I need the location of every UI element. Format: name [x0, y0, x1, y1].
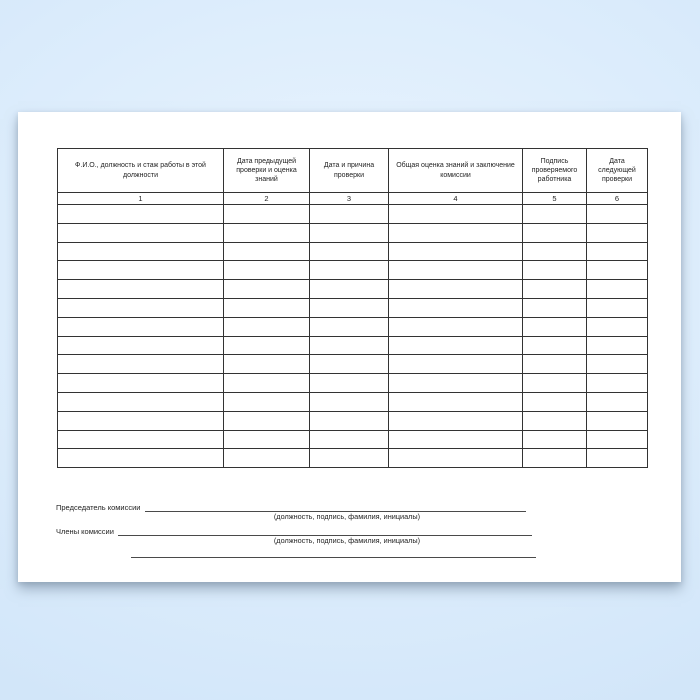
empty-cell	[224, 317, 310, 336]
empty-cell	[523, 336, 587, 355]
column-number: 4	[389, 193, 523, 205]
journal-table	[57, 148, 648, 468]
journal-table-header	[58, 149, 648, 205]
empty-cell	[523, 205, 587, 224]
empty-cell	[224, 298, 310, 317]
chairman-signature-row	[56, 501, 526, 512]
empty-cell	[310, 392, 389, 411]
empty-cell	[389, 261, 523, 280]
empty-table-row	[58, 205, 648, 224]
signature-hint: (должность, подпись, фамилия, инициалы)	[273, 512, 421, 521]
empty-cell	[310, 261, 389, 280]
empty-cell	[224, 280, 310, 299]
empty-table-row	[58, 355, 648, 374]
empty-cell	[389, 223, 523, 242]
journal-table-body	[58, 205, 648, 468]
empty-cell	[310, 317, 389, 336]
empty-cell	[310, 355, 389, 374]
empty-cell	[587, 392, 648, 411]
empty-cell	[58, 242, 224, 261]
empty-cell	[310, 336, 389, 355]
empty-cell	[587, 336, 648, 355]
empty-cell	[389, 336, 523, 355]
empty-cell	[58, 449, 224, 468]
empty-cell	[58, 355, 224, 374]
chairman-label: Председатель комиссии	[56, 503, 141, 512]
empty-cell	[310, 374, 389, 393]
empty-cell	[587, 261, 648, 280]
header-row	[58, 149, 648, 193]
empty-cell	[224, 430, 310, 449]
empty-cell	[587, 374, 648, 393]
empty-table-row	[58, 280, 648, 299]
empty-cell	[224, 392, 310, 411]
empty-cell	[310, 242, 389, 261]
empty-cell	[58, 411, 224, 430]
col-header-check-date-reason: Дата и причина проверки	[310, 149, 389, 193]
empty-cell	[587, 355, 648, 374]
empty-cell	[224, 242, 310, 261]
empty-cell	[523, 298, 587, 317]
column-number-row	[58, 193, 648, 205]
empty-cell	[587, 298, 648, 317]
col-header-previous-check-date: Дата предыдущей проверки и оценка знаний	[224, 149, 310, 193]
empty-table-row	[58, 336, 648, 355]
paper-sheet	[18, 112, 681, 582]
empty-cell	[224, 449, 310, 468]
empty-cell	[587, 449, 648, 468]
column-number: 2	[224, 193, 310, 205]
empty-table-row	[58, 298, 648, 317]
empty-cell	[587, 280, 648, 299]
empty-cell	[58, 280, 224, 299]
empty-cell	[224, 355, 310, 374]
empty-cell	[58, 336, 224, 355]
empty-cell	[587, 223, 648, 242]
chairman-signature-blank	[145, 502, 527, 512]
empty-cell	[389, 392, 523, 411]
empty-cell	[523, 392, 587, 411]
empty-cell	[523, 411, 587, 430]
empty-table-row	[58, 411, 648, 430]
empty-table-row	[58, 223, 648, 242]
empty-cell	[523, 261, 587, 280]
empty-cell	[389, 355, 523, 374]
empty-table-row	[58, 392, 648, 411]
empty-cell	[523, 449, 587, 468]
empty-cell	[58, 317, 224, 336]
column-number: 3	[310, 193, 389, 205]
col-header-fio-position: Ф.И.О., должность и стаж работы в этой должности	[58, 149, 224, 193]
empty-cell	[389, 205, 523, 224]
members-label: Члены комиссии	[56, 527, 114, 536]
empty-cell	[58, 261, 224, 280]
empty-cell	[587, 242, 648, 261]
empty-cell	[523, 355, 587, 374]
empty-cell	[224, 205, 310, 224]
empty-cell	[587, 317, 648, 336]
empty-cell	[389, 411, 523, 430]
empty-cell	[389, 298, 523, 317]
empty-cell	[523, 374, 587, 393]
empty-cell	[224, 336, 310, 355]
empty-cell	[389, 317, 523, 336]
empty-table-row	[58, 261, 648, 280]
column-number: 5	[523, 193, 587, 205]
additional-signature-blank	[131, 556, 536, 558]
members-signature-row	[56, 525, 532, 536]
signature-hint: (должность, подпись, фамилия, инициалы)	[273, 536, 421, 545]
empty-cell	[58, 430, 224, 449]
empty-cell	[587, 411, 648, 430]
empty-cell	[587, 430, 648, 449]
empty-cell	[310, 449, 389, 468]
empty-cell	[58, 205, 224, 224]
empty-cell	[389, 242, 523, 261]
empty-cell	[523, 317, 587, 336]
empty-table-row	[58, 430, 648, 449]
empty-cell	[224, 411, 310, 430]
column-number: 6	[587, 193, 648, 205]
empty-table-row	[58, 317, 648, 336]
empty-cell	[310, 430, 389, 449]
empty-cell	[310, 298, 389, 317]
empty-cell	[523, 430, 587, 449]
empty-cell	[224, 223, 310, 242]
empty-table-row	[58, 242, 648, 261]
empty-cell	[523, 280, 587, 299]
empty-cell	[523, 223, 587, 242]
empty-cell	[389, 374, 523, 393]
empty-cell	[58, 298, 224, 317]
empty-cell	[58, 223, 224, 242]
empty-cell	[224, 261, 310, 280]
members-signature-blank	[118, 526, 532, 536]
empty-cell	[523, 242, 587, 261]
empty-cell	[310, 280, 389, 299]
empty-table-row	[58, 449, 648, 468]
empty-cell	[310, 205, 389, 224]
empty-cell	[58, 392, 224, 411]
empty-cell	[58, 374, 224, 393]
empty-cell	[587, 205, 648, 224]
col-header-overall-assessment: Общая оценка знаний и заключение комиссии	[389, 149, 523, 193]
empty-cell	[310, 223, 389, 242]
empty-cell	[389, 280, 523, 299]
empty-cell	[310, 411, 389, 430]
col-header-worker-signature: Подпись проверяемого работника	[523, 149, 587, 193]
column-number: 1	[58, 193, 224, 205]
empty-cell	[389, 449, 523, 468]
empty-cell	[224, 374, 310, 393]
empty-table-row	[58, 374, 648, 393]
col-header-next-check-date: Дата следующей проверки	[587, 149, 648, 193]
empty-cell	[389, 430, 523, 449]
signature-footer	[56, 501, 568, 558]
